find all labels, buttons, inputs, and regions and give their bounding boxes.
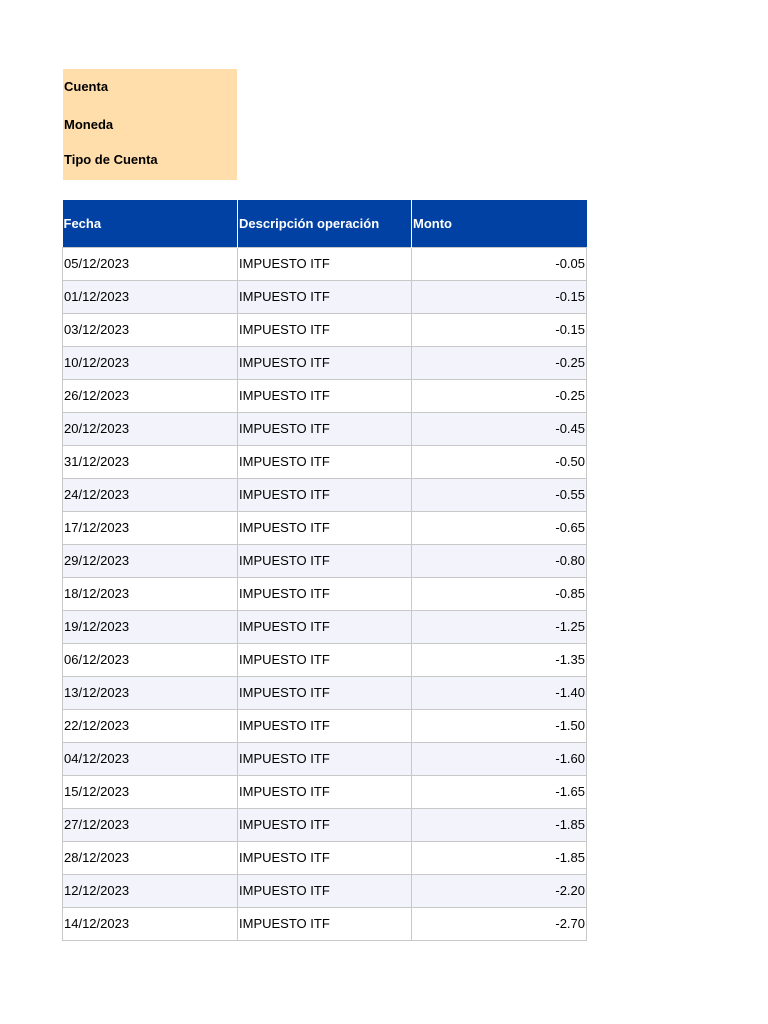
cell-amount: -0.50 [412,445,587,478]
cell-description: IMPUESTO ITF [238,907,412,940]
cell-description: IMPUESTO ITF [238,247,412,280]
table-row [63,808,587,841]
cell-date: 31/12/2023 [63,445,238,478]
table-row [63,841,587,874]
table-row [63,610,587,643]
table-row [63,478,587,511]
table-row [63,907,587,940]
cell-amount: -0.45 [412,412,587,445]
cell-date: 12/12/2023 [63,874,238,907]
cell-date: 14/12/2023 [63,907,238,940]
cell-date: 26/12/2023 [63,379,238,412]
cell-description: IMPUESTO ITF [238,742,412,775]
cell-amount: -2.20 [412,874,587,907]
cell-amount: -0.55 [412,478,587,511]
cell-description: IMPUESTO ITF [238,643,412,676]
cell-description: IMPUESTO ITF [238,808,412,841]
cell-date: 24/12/2023 [63,478,238,511]
cell-amount: -0.15 [412,280,587,313]
cell-date: 20/12/2023 [63,412,238,445]
cell-amount: -2.70 [412,907,587,940]
table-header-row [63,200,587,247]
table-body [63,247,587,940]
cell-description: IMPUESTO ITF [238,610,412,643]
table-row [63,346,587,379]
table-row [63,511,587,544]
cell-description: IMPUESTO ITF [238,544,412,577]
cell-date: 01/12/2023 [63,280,238,313]
cell-amount: -1.60 [412,742,587,775]
currency-label: Moneda [64,117,114,132]
cell-amount: -1.85 [412,808,587,841]
table-row [63,874,587,907]
cell-description: IMPUESTO ITF [238,874,412,907]
cell-description: IMPUESTO ITF [238,346,412,379]
cell-amount: -1.25 [412,610,587,643]
cell-date: 03/12/2023 [63,313,238,346]
cell-description: IMPUESTO ITF [238,709,412,742]
table-row [63,280,587,313]
account-info-box [63,69,237,180]
cell-date: 22/12/2023 [63,709,238,742]
cell-description: IMPUESTO ITF [238,676,412,709]
table-row [63,445,587,478]
cell-date: 10/12/2023 [63,346,238,379]
table-row [63,577,587,610]
cell-date: 29/12/2023 [63,544,238,577]
cell-date: 18/12/2023 [63,577,238,610]
cell-description: IMPUESTO ITF [238,280,412,313]
cell-amount: -0.25 [412,346,587,379]
cell-description: IMPUESTO ITF [238,478,412,511]
cell-amount: -1.50 [412,709,587,742]
cell-amount: -0.05 [412,247,587,280]
table-row [63,379,587,412]
cell-date: 04/12/2023 [63,742,238,775]
operations-table [62,200,587,941]
cell-amount: -0.80 [412,544,587,577]
account-label: Cuenta [64,79,109,94]
account-type-label: Tipo de Cuenta [64,152,158,167]
table-row [63,412,587,445]
cell-amount: -1.85 [412,841,587,874]
cell-description: IMPUESTO ITF [238,412,412,445]
table-row [63,676,587,709]
table-row [63,643,587,676]
table-row [63,709,587,742]
cell-date: 17/12/2023 [63,511,238,544]
cell-amount: -0.15 [412,313,587,346]
table-row [63,544,587,577]
header-description: Descripción operación [238,200,412,247]
cell-amount: -0.65 [412,511,587,544]
cell-date: 15/12/2023 [63,775,238,808]
cell-date: 06/12/2023 [63,643,238,676]
cell-description: IMPUESTO ITF [238,841,412,874]
table-row [63,775,587,808]
header-amount: Monto [412,200,587,247]
cell-amount: -1.65 [412,775,587,808]
cell-description: IMPUESTO ITF [238,775,412,808]
cell-description: IMPUESTO ITF [238,511,412,544]
cell-date: 13/12/2023 [63,676,238,709]
cell-amount: -0.25 [412,379,587,412]
table-row [63,313,587,346]
cell-amount: -1.40 [412,676,587,709]
table-row [63,742,587,775]
table-row [63,247,587,280]
cell-date: 19/12/2023 [63,610,238,643]
cell-date: 05/12/2023 [63,247,238,280]
cell-date: 28/12/2023 [63,841,238,874]
cell-date: 27/12/2023 [63,808,238,841]
cell-description: IMPUESTO ITF [238,445,412,478]
cell-description: IMPUESTO ITF [238,577,412,610]
cell-amount: -1.35 [412,643,587,676]
header-date: Fecha [63,200,238,247]
cell-description: IMPUESTO ITF [238,379,412,412]
cell-description: IMPUESTO ITF [238,313,412,346]
cell-amount: -0.85 [412,577,587,610]
